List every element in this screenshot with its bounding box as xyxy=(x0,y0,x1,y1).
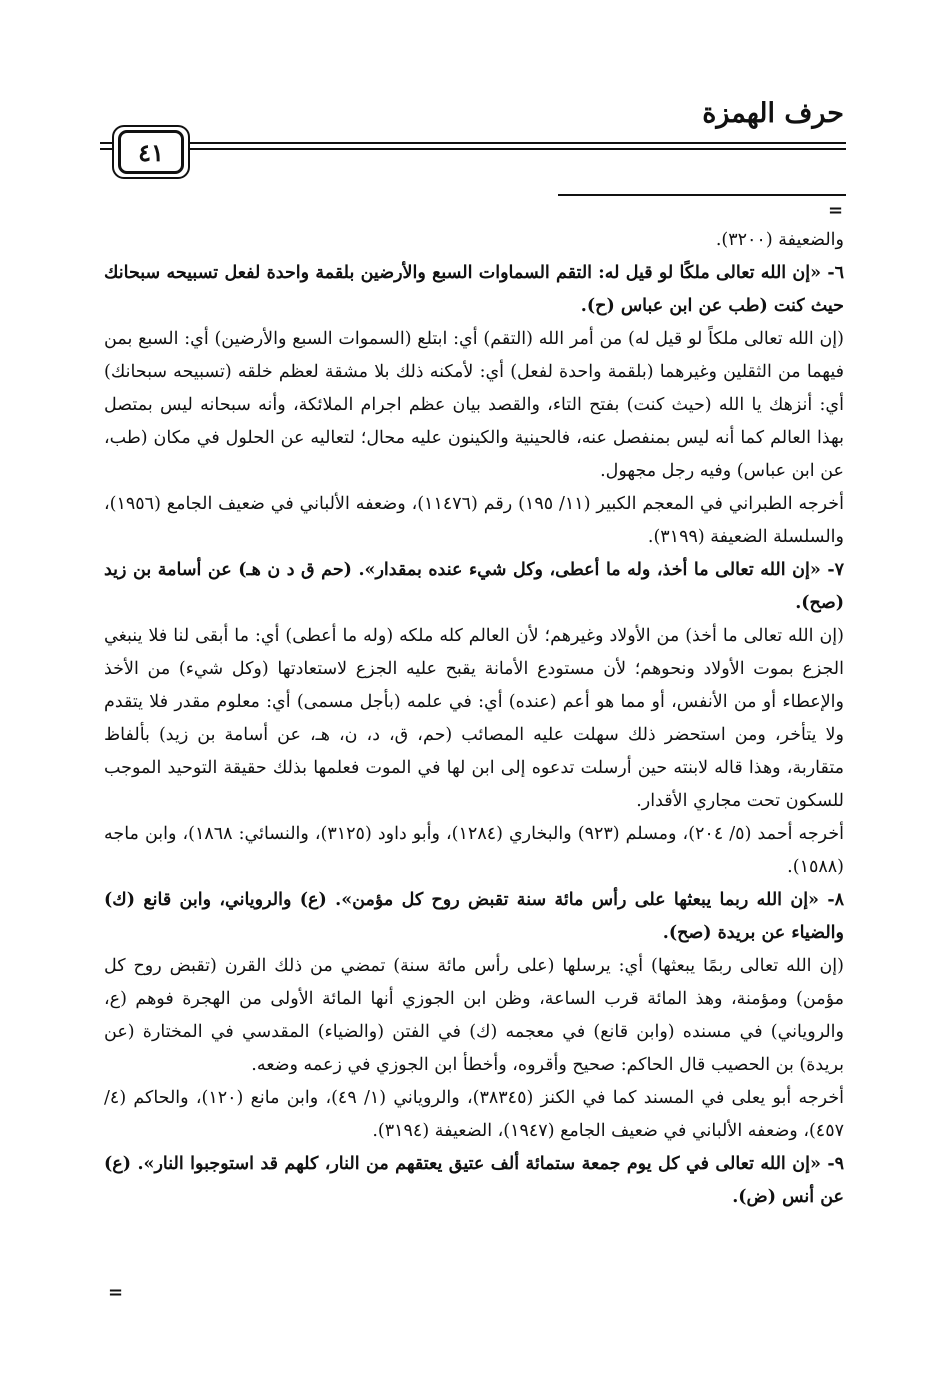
paragraph: والضعيفة (٣٢٠٠). xyxy=(715,230,844,250)
page-number: ٤١ xyxy=(118,130,184,174)
takhrij: أخرجه الطبراني في المعجم الكبير (١١/ ١٩٥) رقم (١١٤٧٦)، وضعفه الألباني في ضعيف الجامع (١٩٥٦)، والسلسلة الضعيفة (٣١٩٩). xyxy=(104,494,844,547)
takhrij: أخرجه أحمد (٥/ ٢٠٤)، ومسلم (٩٢٣) والبخاري (١٢٨٤)، وأبو داود (٣١٢٥)، والنسائي: ١٨٦٨)، وابن ماجه (١٥٨٨). xyxy=(104,824,844,877)
commentary: (إن الله تعالى ملكاً لو قيل له) من أمر الله (التقم) أي: ابتلع (السموات السبع والأرضين) أي: السبع بمن فيهما من الثقلين وغيرهما (بلقمة واحدة لفعل) أي: لأمكنه ذلك بلا مشقة لعظم خلقه (تسبيحه سبحانك) أي: أنزهك يا الله (حيث كنت) بفتح التاء، والقصد بيان عظم اجرام الملائكة، وأنه سبحانه ليس بمتصل بهذا العالم كما أنه ليس بمنفصل عنه، فالحينية والكينون عليه محال؛ لتعاليه عن الحلول في مكان (طب، عن ابن عباس) وفيه رجل مجهول. xyxy=(104,329,844,481)
continuation-mark-top: = xyxy=(828,200,844,221)
continuation-mark-bottom: = xyxy=(108,1282,124,1303)
header-rule-left-top xyxy=(100,142,112,144)
commentary: (إن الله تعالى ما أخذ) من الأولاد وغيرهم؛ لأن العالم كله ملكه (وله ما أعطى) أي: ما أبقى لنا فلا ينبغي الجزع بموت الأولاد ونحوهم؛ لأن مستودع الأمانة يقبح عليه الجزع لاستعادتها (وكل شيء) من الأخذ والإعطاء أو من الأنفس، أو مما هو أعم (عنده) أي: في علمه (بأجل مسمى) أي: معلوم مقدر فلا يتقدم ولا يتأخر، ومن استحضر ذلك سهلت عليه المصائب (حم، ق، د، ن، هـ، عن أسامة بن زيد) بألفاظ متقاربة، وهذا قاله لابنته حين أرسلت تدعوه إلى ابن لها في الموت فعلمها بذلك حقيقة التوحيد الموجب للسكون تحت مجاري الأقدار. xyxy=(104,626,844,811)
footnote-separator xyxy=(558,194,846,196)
body-text xyxy=(104,224,844,1214)
running-header-title: حرف الهمزة xyxy=(702,98,844,129)
commentary: (إن الله تعالى ربمًا يبعثها) أي: يرسلها (على رأس مائة سنة) تمضي من ذلك القرن (تقبض روح كل مؤمن) ومؤمنة، وهذ المائة قرب الساعة، وظن ابن الجوزي أنها المائة الأولى من الهجرة فوهم (ع، والروياني) في مسنده (وابن قانع) في معجمه (ك) في الفتن (والضياء) المقدسي في المختارة (عن بريدة) بن الحصيب قال الحاكم: صحيح وأقروه، وأخطأ ابن الجوزي في زعمه وضعه. xyxy=(104,956,844,1075)
hadith-entry: ٩- «إن الله تعالى في كل يوم جمعة ستمائة ألف عتيق يعتقهم من النار، كلهم قد استوجبوا النار». (ع) عن أنس (ض). xyxy=(104,1154,844,1207)
hadith-entry: ٦- «إن الله تعالى ملكًا لو قيل له: التقم السماوات السبع والأرضين بلقمة واحدة لفعل تسبيحه سبحانك حيث كنت (طب عن ابن عباس (ح). xyxy=(104,263,844,316)
header-rule-left-bottom xyxy=(100,148,112,150)
header-rule-top xyxy=(190,142,846,144)
hadith-entry: ٨- «إن الله ربما يبعثها على رأس مائة سنة تقبض روح كل مؤمن». (ع) والروياني، وابن قانع (ك) والضياء عن بريدة (صح). xyxy=(104,890,844,943)
header-rule-bottom xyxy=(190,148,846,150)
takhrij: أخرجه أبو يعلى في المسند كما في الكنز (٣٨٣٤٥)، والروياني (١/ ٤٩)، وابن مانع (١٢٠)، والحاكم (٤/ ٤٥٧)، وضعفه الألباني في ضعيف الجامع (١٩٤٧)، الضعيفة (٣١٩٤). xyxy=(104,1088,845,1141)
hadith-entry: ٧- «إن الله تعالى ما أخذ، وله ما أعطى، وكل شيء عنده بمقدار». (حم ق د ن هـ) عن أسامة بن زيد (صح). xyxy=(104,560,844,613)
